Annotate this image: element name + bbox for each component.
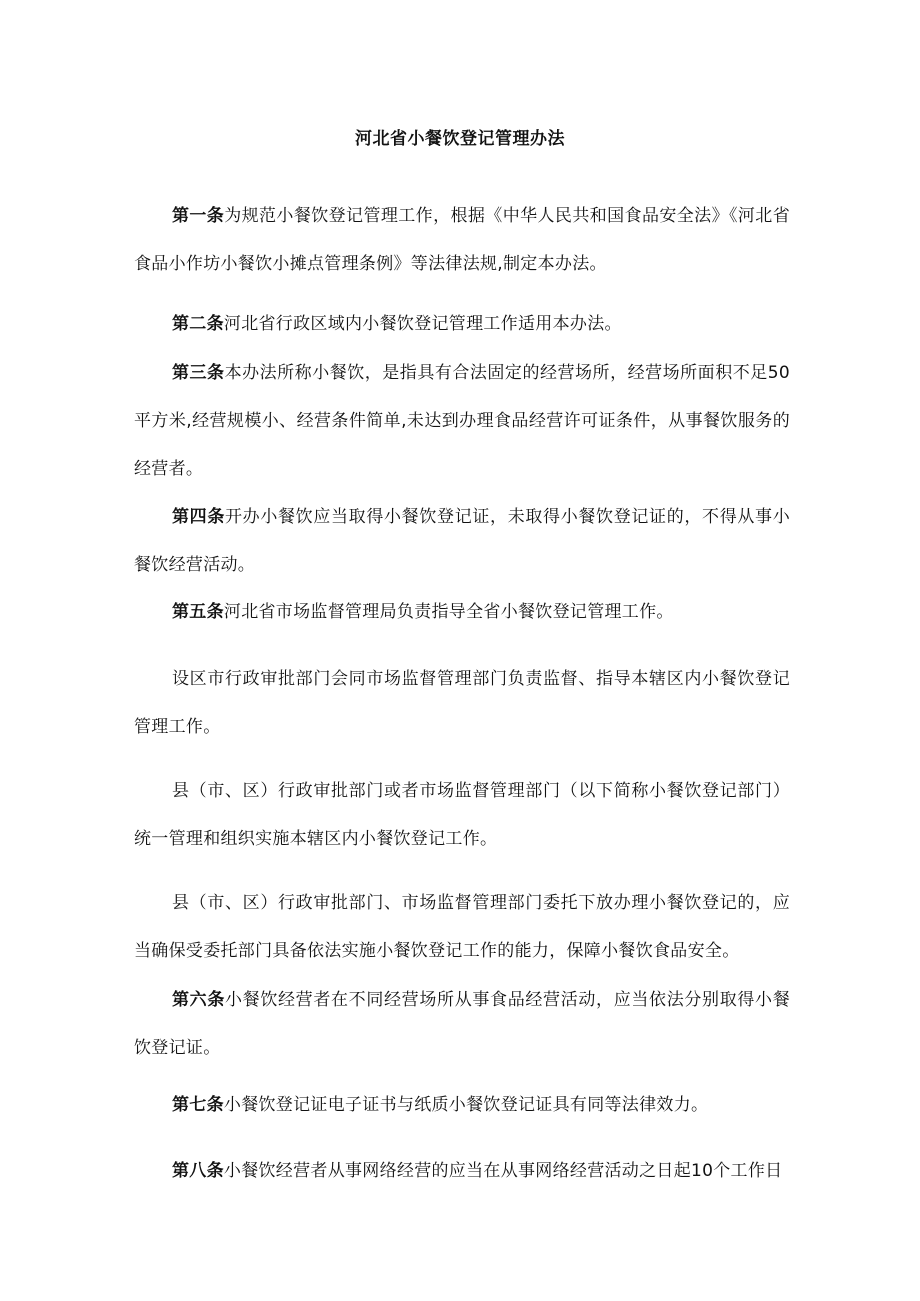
article-6-text: 小餐饮经营者在不同经营场所从事食品经营活动，应当依法分别取得小餐饮登记证。	[134, 990, 790, 1058]
article-3-paragraph	[134, 349, 790, 493]
document-title: 河北省小餐饮登记管理办法	[355, 129, 565, 149]
article-1-text: 为规范小餐饮登记管理工作，根据《中华人民共和国食品安全法》《河北省食品小作坊小餐饮小摊点管理条例》等法律法规,制定本办法。	[134, 206, 790, 274]
article-3-text: 本办法所称小餐饮，是指具有合法固定的经营场所，经营场所面积不足50平方米,经营规模小、经营条件简单,未达到办理食品经营许可证条件，从事餐饮服务的经营者。	[134, 363, 791, 479]
article-5-label: 第五条	[172, 602, 224, 622]
article-5-paragraph	[134, 588, 790, 636]
article-7-paragraph	[134, 1081, 790, 1129]
article-2-text: 河北省行政区域内小餐饮登记管理工作适用本办法。	[223, 314, 622, 334]
article-8-paragraph	[134, 1147, 790, 1195]
article-6-paragraph	[134, 976, 790, 1072]
article-1-label: 第一条	[172, 206, 225, 226]
article-8-text: 小餐饮经营者从事网络经营的应当在从事网络经营活动之日起10个工作日	[223, 1161, 783, 1181]
article-1-paragraph	[134, 192, 790, 288]
article-5-paragraph-4	[134, 879, 790, 975]
article-5-paragraph-3	[134, 767, 790, 863]
article-5-text-3: 县（市、区）行政审批部门或者市场监督管理部门（以下简称小餐饮登记部门）统一管理和组织实施本辖区内小餐饮登记工作。	[134, 781, 790, 849]
article-2-paragraph	[134, 300, 790, 348]
article-5-text-4: 县（市、区）行政审批部门、市场监督管理部门委托下放办理小餐饮登记的，应当确保受委托部门具备依法实施小餐饮登记工作的能力，保障小餐饮食品安全。	[134, 893, 790, 961]
article-4-paragraph	[134, 493, 790, 589]
article-5-text-2: 设区市行政审批部门会同市场监督管理部门负责监督、指导本辖区内小餐饮登记管理工作。	[134, 669, 790, 737]
article-2-label: 第二条	[172, 314, 224, 334]
article-4-label: 第四条	[172, 507, 226, 527]
article-5-text: 河北省市场监督管理局负责指导全省小餐饮登记管理工作。	[223, 602, 674, 622]
article-8-label: 第八条	[172, 1161, 224, 1181]
article-7-text: 小餐饮登记证电子证书与纸质小餐饮登记证具有同等法律效力。	[223, 1095, 709, 1115]
article-4-text: 开办小餐饮应当取得小餐饮登记证，未取得小餐饮登记证的，不得从事小餐饮经营活动。	[134, 507, 790, 575]
article-3-label: 第三条	[172, 363, 225, 383]
article-5-paragraph-2	[134, 655, 790, 751]
article-7-label: 第七条	[172, 1095, 224, 1115]
article-6-label: 第六条	[172, 990, 226, 1010]
